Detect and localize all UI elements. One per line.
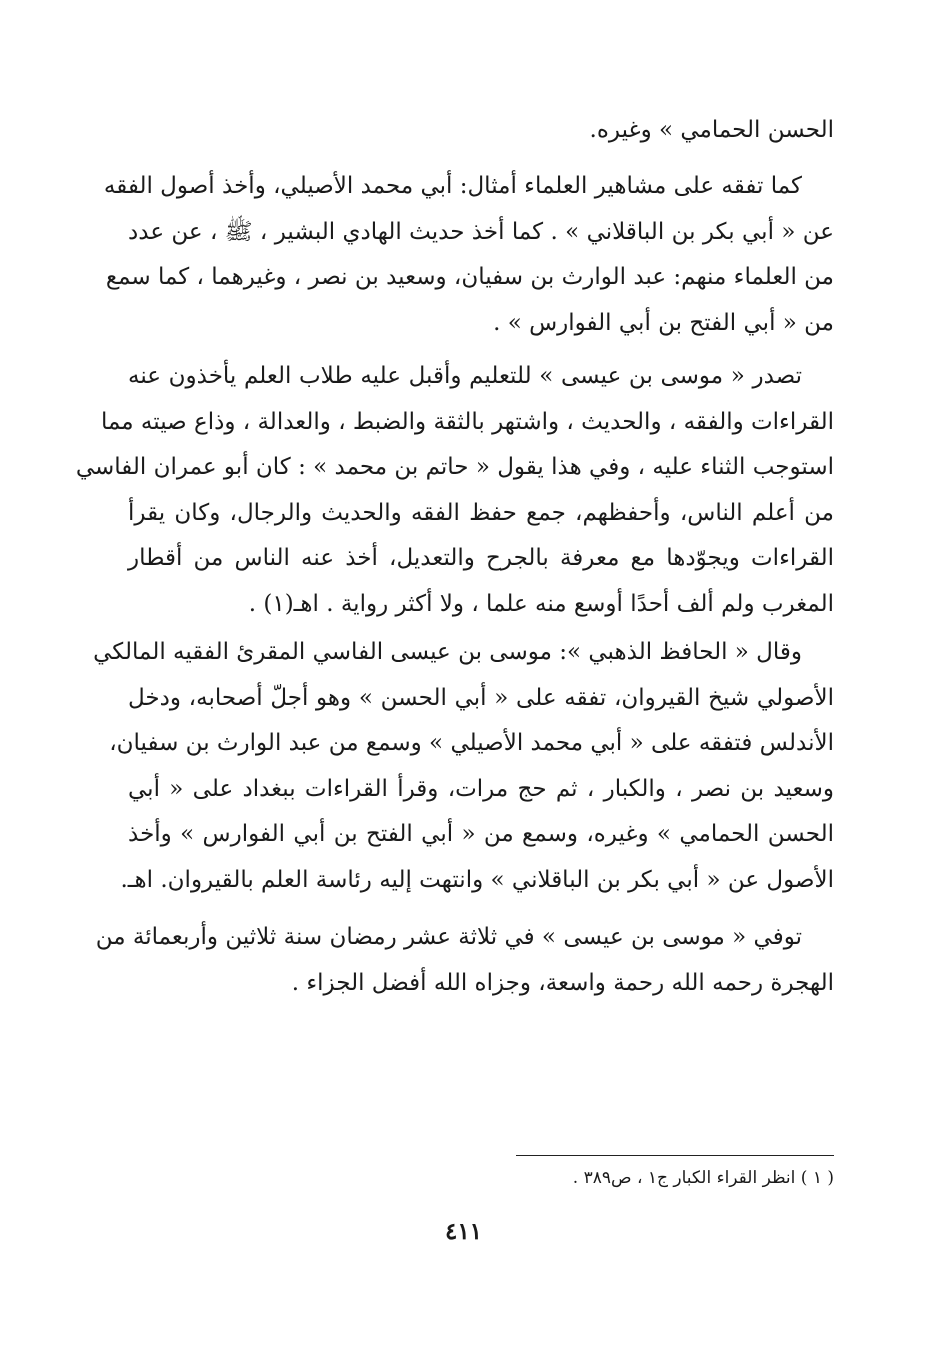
text-line: الأصولي شيخ القيروان، تفقه على « أبي الحسن » وهو أجلّ أصحابه، ودخل (128, 684, 834, 711)
text-line: المغرب ولم ألف أحدًا أوسع منه علما ، ولا أكثر رواية . اهـ(١) . (248, 590, 834, 617)
paragraph-dhahabi-quote (93, 630, 834, 903)
text-line: وسعيد بن نصر ، والكبار ، ثم حج مرات، وقرأ القراءات ببغداد على « أبي (128, 775, 834, 802)
text-line: وقال « الحافظ الذهبي »: موسى بن عيسى الفاسي المقرئ الفقيه المالكي (93, 639, 802, 665)
paragraph-death (95, 915, 834, 1006)
text-line: القراءات والفقه ، والحديث ، واشتهر بالثقة والضبط ، والعدالة ، وذاع صيته مما (100, 408, 834, 435)
footnote-divider (516, 1155, 834, 1156)
text-line: من العلماء منهم: عبد الوارث بن سفيان، وسعيد بن نصر ، وغيرهما ، كما سمع (105, 264, 834, 290)
text-line: توفي « موسى بن عيسى » في ثلاثة عشر رمضان سنة ثلاثين وأربعمائة من (95, 924, 802, 950)
text-line: من « أبي الفتح بن أبي الفوارس » . (493, 309, 834, 336)
text-line: الهجرة رحمه الله رحمة واسعة، وجزاه الله أفضل الجزاء . (291, 969, 834, 996)
text-line: الحسن الحمامي » وغيره، وسمع من « أبي الفتح بن أبي الفوارس » وأخذ (128, 821, 834, 847)
text-line: استوجب الثناء عليه ، وفي هذا يقول « حاتم بن محمد » : كان أبو عمران الفاسي (75, 454, 834, 480)
text-line: كما تفقه على مشاهير العلماء أمثال: أبي محمد الأصيلي، وأخذ أصول الفقه (103, 173, 802, 199)
paragraph-studies (103, 164, 834, 346)
text-line: الأندلس فتفقه على « أبي محمد الأصيلي » وسمع من عبد الوارث بن سفيان، (109, 730, 834, 756)
continuation-text (128, 108, 834, 154)
paragraph-teaching (75, 354, 834, 627)
text-line: عن « أبي بكر بن الباقلاني » . كما أخذ حديث الهادي البشير ، ﷺ ، عن عدد (128, 218, 834, 245)
footnote: ( ١ ) انظر القراء الكبار ج١ ، ص٣٨٩ . (572, 1168, 834, 1188)
text-line: القراءات ويجوّدها مع معرفة بالجرح والتعديل، أخذ عنه الناس من أقطار (128, 545, 834, 571)
text-line: من أعلم الناس، وأحفظهم، جمع حفظ الفقه والحديث والرجال، وكان يقرأ (128, 499, 834, 526)
page-number: ٤١١ (444, 1218, 483, 1245)
text-line: الحسن الحمامي » وغيره. (589, 117, 834, 143)
text-line: تصدر « موسى بن عيسى » للتعليم وأقبل عليه طلاب العلم يأخذون عنه (128, 363, 802, 389)
text-line: الأصول عن « أبي بكر بن الباقلاني » وانتهت إليه رئاسة العلم بالقيروان. اهـ. (120, 866, 834, 893)
